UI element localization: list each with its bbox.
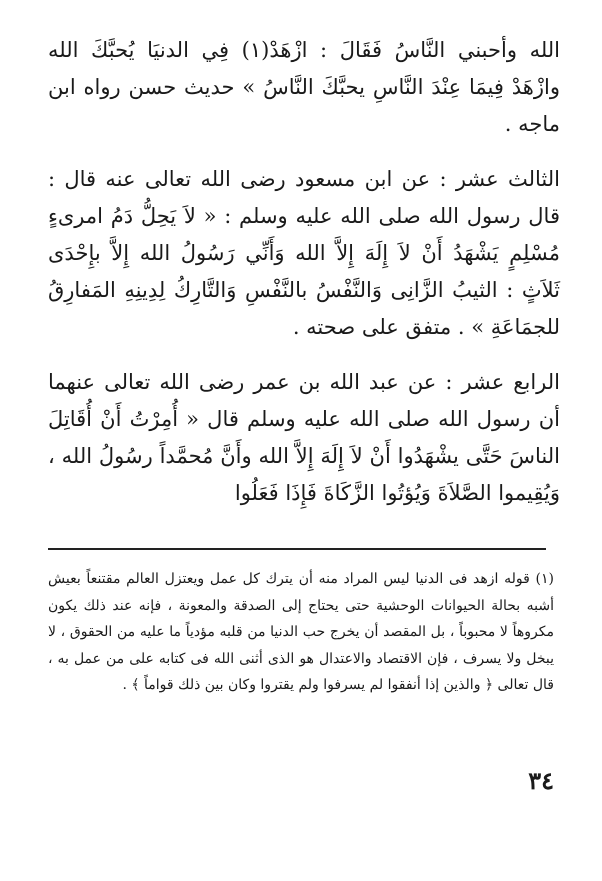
paragraph-hadith-13: الثالث عشر : عن ابن مسعود رضى الله تعالى عنه قال : قال رسول الله صلى الله عليه وسلم : « لاَ يَحِلُّ دَمُ امرىءٍ مُسْلِمٍ يَشْهَدُ أَنْ لاَ إِلَهَ إِلاَّ الله وَأَنِّي رَسُولُ الله إِلاَّ بإِحْدَى ثَلاَثٍ : الثيبُ الزَّانِى وَالنَّفْسُ بالنَّفْسِ وَالتَّارِكُ لِدِينِهِ المَفارِقُ للجمَاعَةِ » . متفق على صحته . xyxy=(48,167,560,339)
page-number: ٣٤ xyxy=(528,766,554,795)
footnote: (١) قوله ازهد فى الدنيا ليس المراد منه أن يترك كل عمل ويعتزل العالم مقتنعاً بعيش أشبه بحالة الحيوانات الوحشية حتى يحتاج إلى الصدقة والمعونة ، فإنه عند ذلك يكون مكروهاً لا محبوباً ، بل المقصد أن يخرج حب الدنيا من قلبه مؤدياً ما عليه من الحقوق ، لا يبخل ولا يسرف ، فإن الاقتصاد والاعتدال هو الذى أثنى الله فى كتابه على من عمل به ، قال تعالى ﴿ والذين إذا أنفقوا لم يسرفوا ولم يقتروا وكان بين ذلك قواماً ﴾ . xyxy=(48,571,554,693)
footnote-separator xyxy=(48,548,546,550)
paragraph-hadith-12-end: الله وأحبني النَّاسُ فَقَالَ : ازْهَدْ(١) فِي الدنيَا يُحبَّكَ الله وازْهَدْ فِيمَا عِنْدَ النَّاسِ يحبَّكَ النَّاسُ » حديث حسن رواه ابن ماجه . xyxy=(48,38,561,136)
paragraph-hadith-14: الرابع عشر : عن عبد الله بن عمر رضى الله تعالى عنهما أن رسول الله صلى الله عليه وسلم قال « أُمِرْتُ أَنْ أُقَاتِلَ الناسَ حَتَّى يشْهَدُوا أَنْ لاَ إِلَهَ إِلاَّ الله وأَنَّ مُحمَّداً رسُولُ الله ، وَيُقِيموا الصَّلاَةَ وَيُؤتُوا الزَّكَاةَ فَإِذَا فَعَلُوا xyxy=(48,370,560,505)
